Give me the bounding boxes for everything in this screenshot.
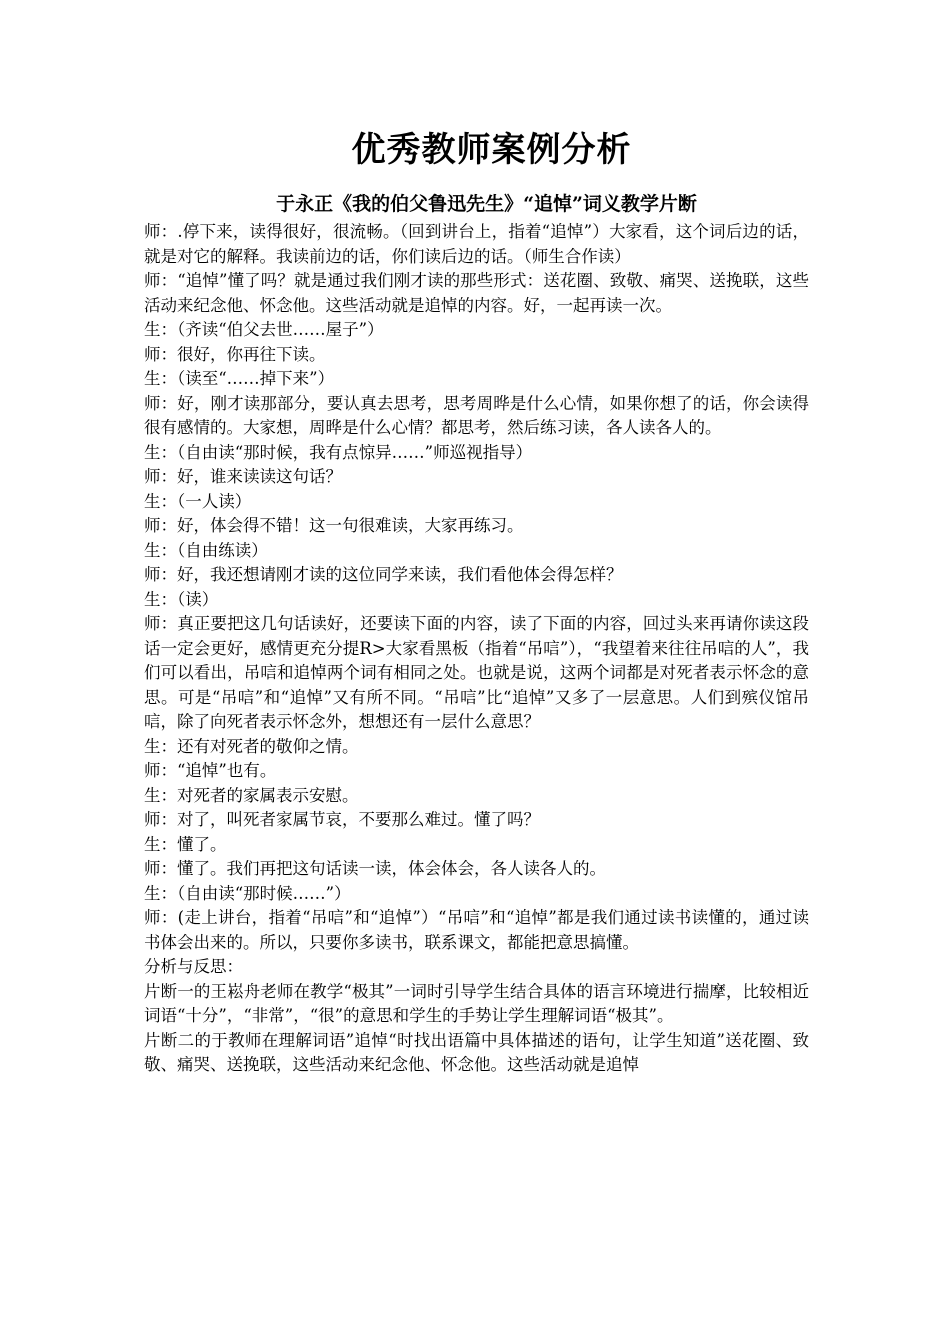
paragraph: 师：.停下来，读得很好，很流畅。（回到讲台上，指着“追悼”）大家看，这个词后边的话，就是对它的解释。我读前边的话，你们读后边的话。（师生合作读） — [144, 222, 809, 266]
paragraph: 师：“追悼”也有。 — [144, 761, 277, 780]
paragraph: 师：好，我还想请刚才读的这位同学来读，我们看他体会得怎样？ — [144, 565, 623, 584]
paragraph: 师：“追悼”懂了吗？就是通过我们刚才读的那些形式：送花圈、致敬、痛哭、送挽联，这些活动来纪念他、怀念他。这些活动就是追悼的内容。好，一起再读一次。 — [144, 271, 809, 315]
paragraph: 生：（一人读） — [144, 491, 252, 511]
paragraph: 师：(走上讲台，指着“吊唁”和“追悼”）“吊唁”和“追悼”都是我们通过读书读懂的，通过读书体会出来的。所以，只要你多读书，联系课文，都能把意思搞懂。 — [144, 908, 809, 952]
paragraph: 师：对了，叫死者家属节哀，不要那么难过。懂了吗？ — [144, 810, 540, 829]
paragraph: 师：懂了。我们再把这句话读一读，体会体会，各人读各人的。 — [144, 859, 606, 878]
paragraph: 生：（自由读“那时候……”） — [144, 883, 351, 903]
paragraph: 片断二的于教师在理解词语”追悼“时找出语篇中具体描述的语句，让学生知道”送花圈、致敬、痛哭、送挽联，这些活动来纪念他、怀念他。这些活动就是追悼 — [144, 1030, 809, 1074]
paragraph: 生：（读） — [144, 589, 219, 609]
document-subtitle: 于永正《我的伯父鲁迅先生》“追悼”词义教学片断 — [276, 193, 697, 215]
paragraph: 生：（自由读“那时候，我有点惊异……”师巡视指导） — [144, 442, 533, 462]
paragraph: 师：好，谁来读读这句话？ — [144, 467, 342, 486]
paragraph: 片断一的王崧舟老师在教学“极其”一词时引导学生结合具体的语言环境进行揣摩，比较相近词语“十分”，“非常”，“很”的意思和学生的手势让学生理解词语“极其”。 — [144, 981, 809, 1025]
document-body — [144, 220, 809, 1078]
section-heading: 分析与反思： — [144, 957, 243, 976]
paragraph: 师：很好，你再往下读。 — [144, 344, 326, 364]
paragraph: 生：（齐读“伯父去世……屋子”） — [144, 320, 384, 339]
paragraph: 生：（读至“……掉下来”） — [144, 369, 335, 388]
paragraph: 生：对死者的家属表示安慰。 — [144, 785, 359, 805]
document-page — [144, 126, 809, 1078]
paragraph: 生：还有对死者的敬仰之情。 — [144, 736, 359, 756]
paragraph: 生：懂了。 — [144, 834, 227, 854]
paragraph: 师：好，刚才读那部分，要认真去思考，思考周晔是什么心情，如果你想了的话，你会读得很有感情的。大家想，周晔是什么心情？都思考，然后练习读，各人读各人的。 — [144, 393, 809, 437]
document-title: 优秀教师案例分析 — [351, 130, 632, 170]
paragraph: 师：真正要把这几句话读好，还要读下面的内容，读了下面的内容，回过头来再请你读这段话一定会更好，感情更充分提R>大家看黑板（指着“吊唁”），“我望着来往往吊唁的人”，我们可以看出，吊唁和追悼两个词有相同之处。也就是说，这两个词都是对死者表示怀念的意思。可是“吊唁”和“追悼”又有所不同。“吊唁”比“追悼”又多了一层意思。人们到殡仪馆吊唁，除了向死者表示怀念外，想想还有一层什么意思？ — [144, 614, 809, 731]
paragraph: 生：（自由练读） — [144, 540, 268, 560]
paragraph: 师：好，体会得不错！这一句很难读，大家再练习。 — [144, 516, 524, 535]
